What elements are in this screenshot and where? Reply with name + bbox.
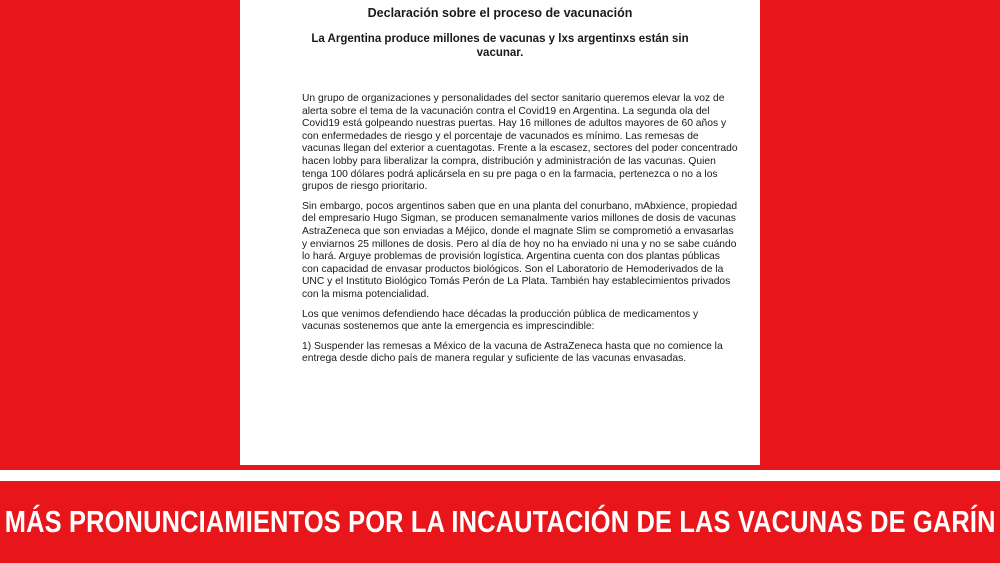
divider-band [0,470,1000,481]
document-title: Declaración sobre el proceso de vacunación [367,6,633,20]
document-paragraph-3: Los que venimos defendiendo hace décadas la producción pública de medicamentos y vacunas sostenemos que ante la emergencia es imprescindible: [302,308,699,333]
headline-banner [0,481,1000,563]
document-subtitle: La Argentina produce millones de vacunas y lxs argentinxs están sin vacunar. [311,33,689,59]
headline-text: MÁS PRONUNCIAMIENTOS POR LA INCAUTACIÓN DE LAS VACUNAS DE GARÍN [4,504,996,539]
document-body [240,0,760,366]
document-paragraph-1: Un grupo de organizaciones y personalidades del sector sanitario queremos elevar la voz de alerta sobre el tema de la vacunación contra el Covid19 en Argentina. La segunda ola del Covid19 está golpeando nuestras puertas. Hay 16 millones de adultos mayores de 60 años y con enfermedades de riesgo y el porcentaje de vacunados es mínimo. Las remesas de vacunas llegan del exterior a cuentagotas. Frente a la escasez, sectores del poder concentrado hacen lobby para liberalizar la compra, distribución y administración de las vacunas. Quien tenga 100 dólares podrá aplicársela en su pre paga o en la farmacia, pertenezca o no a los grupos de riesgo prioritario. [302,93,738,193]
document-image [240,0,760,465]
document-paragraph-4: 1) Suspender las remesas a México de la vacuna de AstraZeneca hasta que no comience la entrega desde dicho país de manera regular y suficiente de las vacunas envasadas. [302,340,723,365]
document-paragraph-2: Sin embargo, pocos argentinos saben que en una planta del conurbano, mAbxience, propiedad del empresario Hugo Sigman, se producen semanalmente varios millones de dosis de vacunas AstraZeneca que son enviadas a Méjico, donde el magnate Slim se comprometió a envasarlas y enviarnos 25 millones de dosis. Pero al día de hoy no ha enviado ni una y no se sabe cuándo lo hará. Arguye problemas de provisión logística. Argentina cuenta con dos plantas públicas con capacidad de envasar productos biológicos. Son el Laboratorio de Hemoderivados de la UNC y el Instituto Biológico Tomás Perón de La Plata. También hay establecimientos privados con la misma potencialidad. [302,200,738,300]
